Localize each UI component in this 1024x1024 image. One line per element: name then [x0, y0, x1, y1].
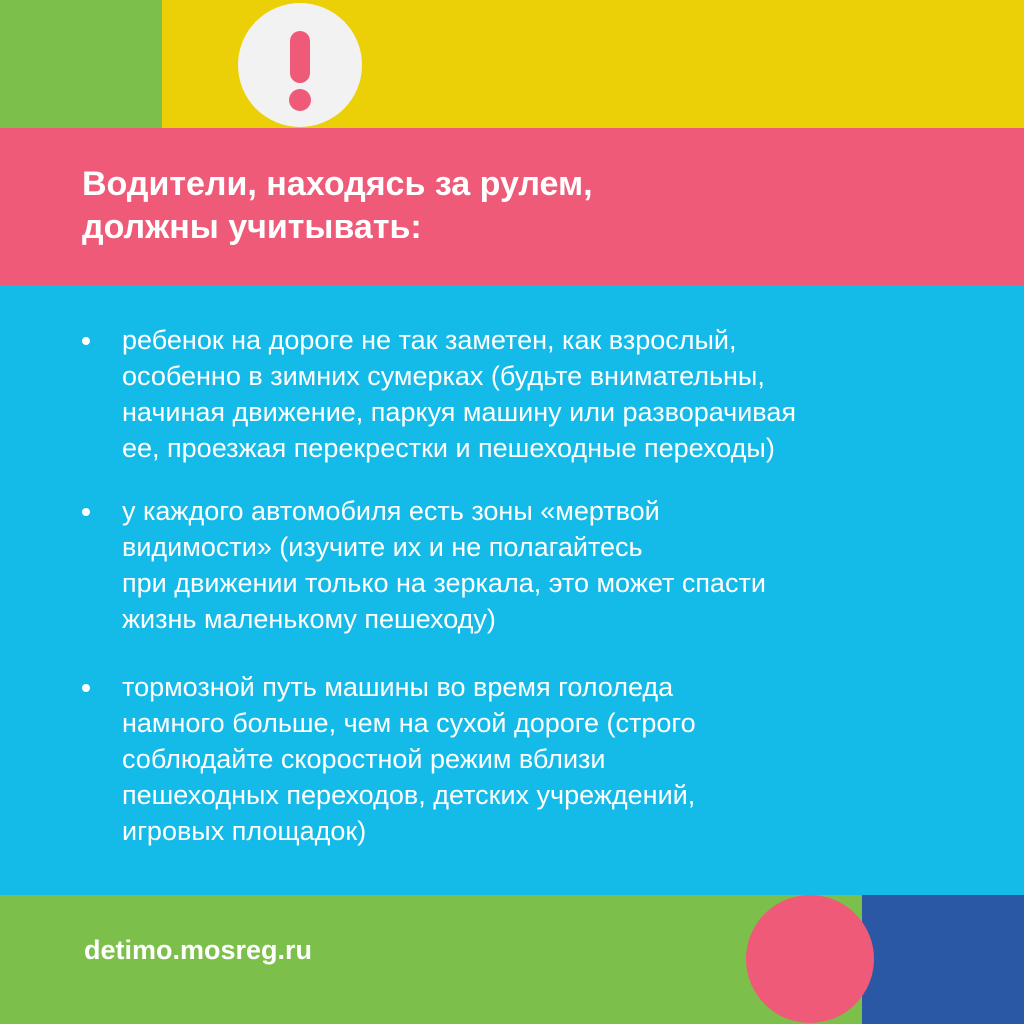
list-item-line: ее, проезжая перекрестки и пешеходные переходы): [122, 433, 775, 463]
content-band: [0, 285, 1024, 895]
bullet-icon: [82, 684, 90, 692]
list-item-line: при движении только на зеркала, это может спасти: [122, 568, 766, 598]
advice-list: [0, 285, 1024, 895]
bullet-icon: [82, 508, 90, 516]
list-item-line: намного больше, чем на сухой дороге (строго: [122, 708, 696, 738]
top-green-block: [0, 0, 162, 128]
list-item-line: пешеходных переходов, детских учреждений,: [122, 780, 696, 810]
list-item-line: соблюдайте скоростной режим вблизи: [122, 744, 606, 774]
page-title: [82, 163, 902, 249]
site-url: detimo.mosreg.ru: [84, 935, 313, 965]
list-item-line: начиная движение, паркуя машину или разворачивая: [122, 397, 796, 427]
decorative-circle: [746, 895, 874, 1023]
footer-blue-block: [862, 895, 1024, 1024]
list-item-line: тормозной путь машины во время гололеда: [122, 672, 674, 702]
page-title-line: Водители, находясь за рулем,: [82, 165, 593, 203]
exclamation-dot: [289, 89, 311, 111]
bullet-icon: [82, 337, 90, 345]
list-item-line: жизнь маленькому пешеходу): [122, 604, 496, 634]
list-item-line: у каждого автомобиля есть зоны «мертвой: [122, 496, 660, 526]
list-item-line: ребенок на дороге не так заметен, как взрослый,: [122, 325, 737, 355]
exclamation-icon: [238, 3, 362, 127]
list-item-text: [122, 493, 972, 637]
list-item-text: [122, 669, 972, 849]
list-item-line: игровых площадок): [122, 816, 367, 846]
list-item-line: видимости» (изучите их и не полагайтесь: [122, 532, 643, 562]
exclamation-bar: [290, 31, 310, 83]
page-title-line: должны учитывать:: [82, 208, 422, 246]
list-item-line: особенно в зимних сумерках (будьте внимательны,: [122, 361, 765, 391]
list-item-text: [122, 322, 972, 466]
